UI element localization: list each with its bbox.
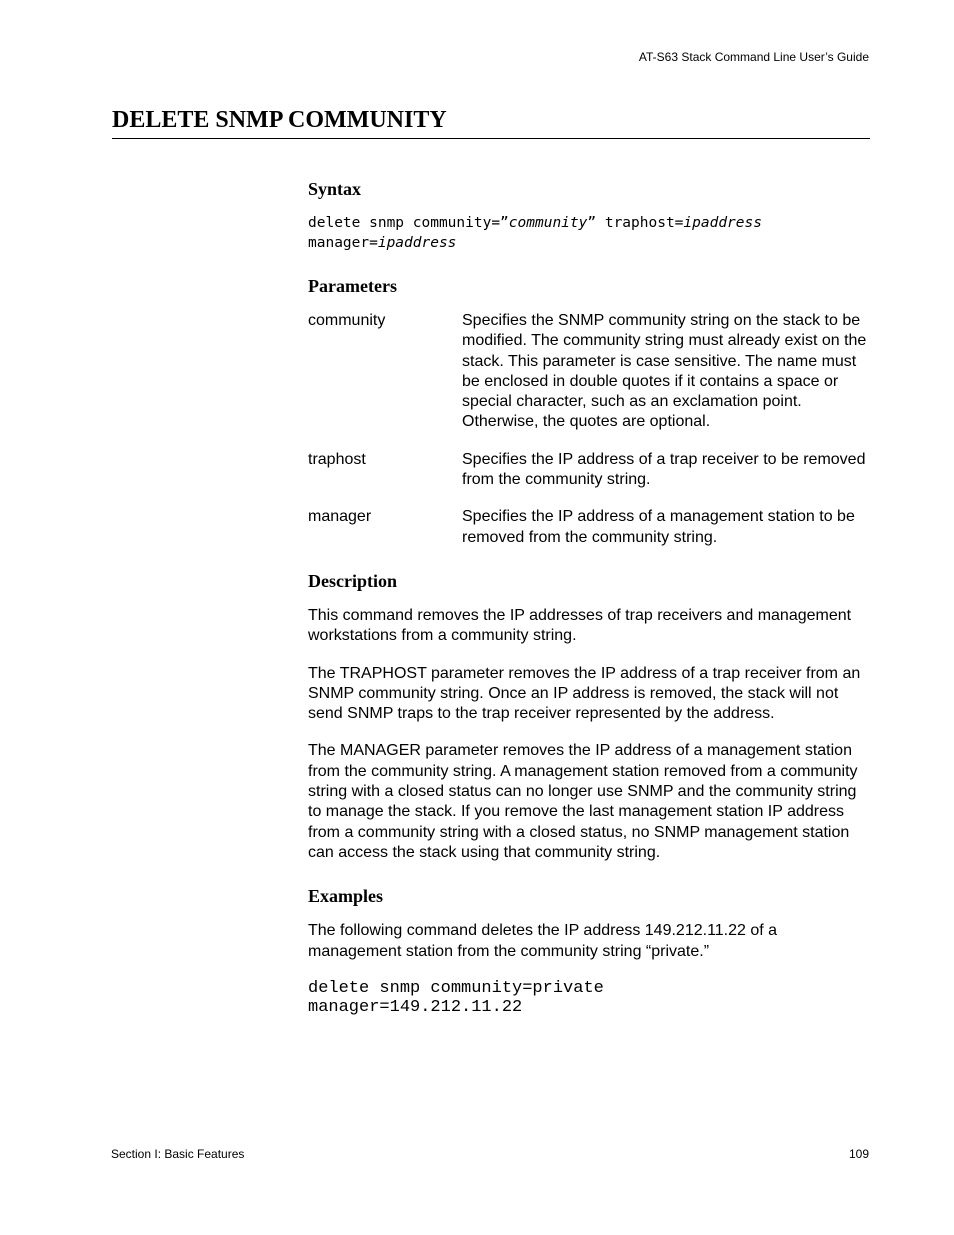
- example-code-line: delete snmp community=private: [308, 978, 604, 998]
- parameters-table: [308, 311, 870, 548]
- description-paragraph: The MANAGER parameter removes the IP address of a management station from the community string. A management station removed from a community string with a closed status can no longer use SNMP and the community string to manage the stack. If you remove the last management station IP address from a community string with a closed status, no SNMP management station can access the stack using that community string.: [308, 742, 858, 861]
- parameter-name: community: [308, 312, 386, 329]
- parameter-name: traphost: [308, 450, 366, 468]
- running-header: AT-S63 Stack Command Line User’s Guide: [638, 50, 869, 64]
- syntax-block: [308, 214, 870, 253]
- examples-heading: Examples: [308, 886, 384, 907]
- footer-section: Section I: Basic Features: [111, 1147, 245, 1161]
- parameter-row: [308, 311, 870, 450]
- main-content: [308, 178, 870, 1018]
- description-paragraph: This command removes the IP addresses of trap receivers and management workstations from a community string.: [308, 606, 852, 645]
- syntax-line-1: [308, 214, 870, 234]
- example-intro: The following command deletes the IP address 149.212.11.22 of a management station from the community string “private.”: [308, 922, 778, 960]
- syntax-text: ” traphost=: [587, 215, 684, 231]
- syntax-text: manager=: [308, 234, 378, 251]
- description-heading: Description: [308, 570, 397, 591]
- example-code: [308, 979, 870, 1018]
- parameter-description: Specifies the IP address of a management station to be removed from the community string.: [462, 508, 855, 546]
- syntax-text: delete snmp community=”: [308, 215, 509, 231]
- description-paragraph: The TRAPHOST parameter removes the IP address of a trap receiver from an SNMP community string. Once an IP address is removed, the stack will not send SNMP traps to the trap receiver represented by the address.: [308, 664, 861, 723]
- parameter-row: [308, 507, 870, 548]
- syntax-heading: Syntax: [308, 179, 362, 199]
- syntax-placeholder: ipaddress: [377, 234, 457, 251]
- parameter-description: Specifies the SNMP community string on the stack to be modified. The community string must already exist on the stack. This parameter is case sensitive. The name must be enclosed in double quotes if it contains a space or special character, such as an exclamation point. Otherwise, the quotes are optional.: [462, 312, 867, 431]
- syntax-placeholder: community: [508, 215, 588, 231]
- example-code-line: manager=149.212.11.22: [308, 998, 523, 1018]
- parameter-description: Specifies the IP address of a trap receiver to be removed from the community string.: [462, 450, 866, 489]
- page-title: DELETE SNMP COMMUNITY: [112, 106, 870, 139]
- parameters-heading: Parameters: [308, 276, 397, 296]
- parameter-name: manager: [308, 508, 372, 526]
- syntax-placeholder: ipaddress: [683, 215, 762, 231]
- page-number: 109: [848, 1147, 869, 1161]
- syntax-line-2: [308, 234, 870, 254]
- parameter-row: [308, 450, 870, 508]
